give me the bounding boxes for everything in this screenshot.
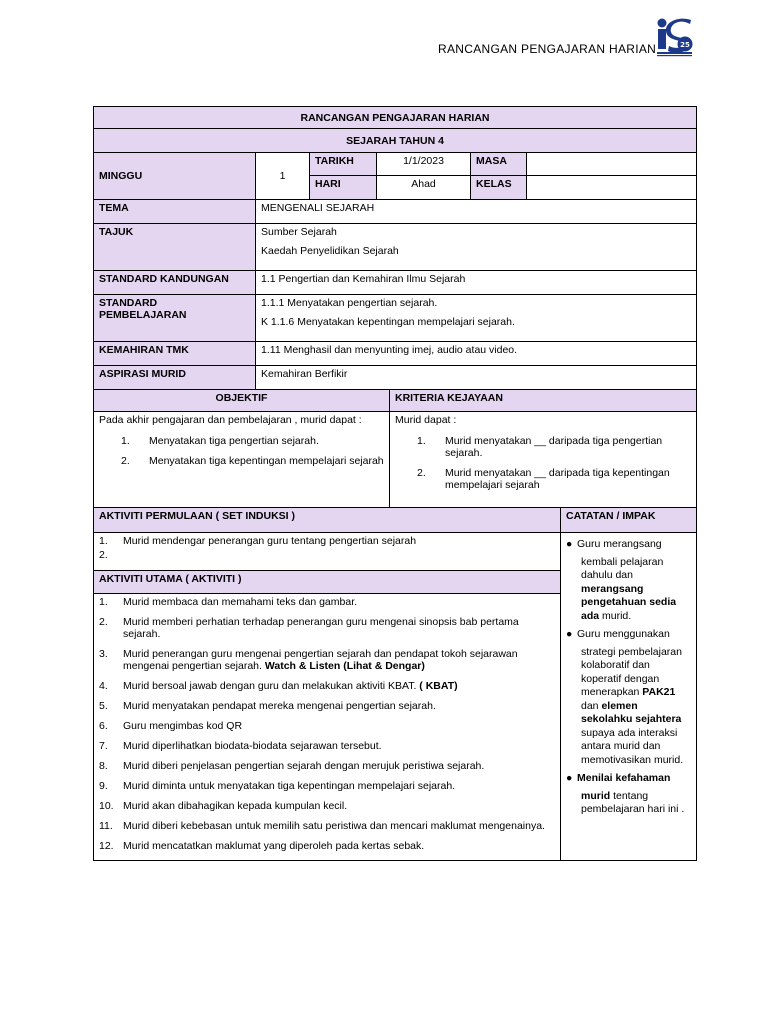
tajuk-label: TAJUK (94, 224, 256, 271)
list-item: 4. Murid bersoal jawab dengan guru dan melakukan aktiviti KBAT. ( KBAT) (99, 680, 458, 692)
aktiviti-permulaan-content (94, 533, 561, 571)
list-item: 7. Murid diperlihatkan biodata-biodata sejarawan tersebut. (99, 740, 382, 752)
tajuk-line: Sumber Sejarah (261, 226, 337, 238)
list-item: 1. Murid mendengar penerangan guru tentang pengertian sejarah (99, 535, 417, 547)
list-item: 1. Murid membaca dan memahami teks dan gambar. (99, 596, 358, 608)
standard-pembelajaran-value (256, 295, 697, 342)
tema-value: MENGENALI SEJARAH (256, 200, 697, 224)
list-item: ● Guru merangsang kembali pelajaran dahulu dan merangsang pengetahuan sedia ada murid. (566, 538, 677, 622)
lesson-plan-table (93, 106, 697, 861)
list-item: 10. Murid akan dibahagikan kepada kumpulan kecil. (99, 800, 348, 812)
tarikh-label: TARIKH (310, 153, 377, 176)
list-item: 2. Murid menyatakan __ daripada tiga kepentingan mempelajari sejarah (417, 467, 670, 491)
standard-pembelajaran-label-line: PEMBELAJARAN (99, 309, 187, 321)
hari-value: Ahad (377, 176, 471, 200)
standard-pembelajaran-line: K 1.1.6 Menyatakan kepentingan mempelajari sejarah. (261, 316, 515, 328)
objektif-content (94, 412, 390, 508)
standard-pembelajaran-label-line: STANDARD (99, 297, 158, 309)
catatan-header: CATATAN / IMPAK (561, 508, 697, 533)
masa-label: MASA (471, 153, 527, 176)
tarikh-value: 1/1/2023 (377, 153, 471, 176)
kelas-label: KELAS (471, 176, 527, 200)
minggu-label: MINGGU (94, 153, 256, 200)
aktiviti-permulaan-header: AKTIVITI PERMULAAN ( SET INDUKSI ) (94, 508, 561, 533)
standard-pembelajaran-label (94, 295, 256, 342)
list-item: ● Guru menggunakan strategi pembelajaran kolaboratif dan koperatif dengan menerapkan PAK21 dan elemen sekolahku sejahtera supaya ada interaksi antara murid dan memotivasikan murid. (566, 628, 684, 766)
list-item: 12. Murid mencatatkan maklumat yang diperoleh pada kertas sebak. (99, 840, 425, 852)
list-item: 1. Murid menyatakan __ daripada tiga pengertian sejarah. (417, 435, 663, 459)
aktiviti-utama-content (94, 594, 561, 861)
aktiviti-utama-header: AKTIVITI UTAMA ( AKTIVITI ) (94, 571, 561, 594)
plan-subtitle: SEJARAH TAHUN 4 (94, 129, 697, 153)
standard-kandungan-value: 1.1 Pengertian dan Kemahiran Ilmu Sejarah (256, 271, 697, 295)
list-item: 9. Murid diminta untuk menyatakan tiga kepentingan mempelajari sejarah. (99, 780, 456, 792)
list-item: 11. Murid diberi kebebasan untuk memilih satu peristiwa dan mencari maklumat mengenainya. (99, 820, 545, 832)
minggu-value: 1 (256, 153, 310, 200)
standard-pembelajaran-line: 1.1.1 Menyatakan pengertian sejarah. (261, 297, 438, 309)
kemahiran-tmk-label: KEMAHIRAN TMK (94, 342, 256, 366)
kriteria-header: KRITERIA KEJAYAAN (390, 390, 697, 412)
tema-label: TEMA (94, 200, 256, 224)
kriteria-intro: Murid dapat : (395, 414, 457, 426)
list-item: ● Menilai kefahaman murid tentang pembelajaran hari ini . (566, 772, 685, 815)
list-item: 2. Murid memberi perhatian terhadap penerangan guru mengenai sinopsis bab pertama sejarah. (99, 616, 519, 640)
list-item: 2. Menyatakan tiga kepentingan mempelajari sejarah (121, 455, 384, 467)
list-item: 5. Murid menyatakan pendapat mereka mengenai pengertian sejarah. (99, 700, 436, 712)
plan-title: RANCANGAN PENGAJARAN HARIAN (94, 107, 697, 129)
kemahiran-tmk-value: 1.11 Menghasil dan menyunting imej, audio atau video. (256, 342, 697, 366)
catatan-content (561, 533, 697, 861)
masa-value (527, 153, 697, 176)
school-logo-icon (654, 16, 694, 58)
list-item: 6. Guru mengimbas kod QR (99, 720, 243, 732)
page-header-title: RANCANGAN PENGAJARAN HARIAN (438, 42, 657, 56)
list-item: 1. Menyatakan tiga pengertian sejarah. (121, 435, 319, 447)
kriteria-content (390, 412, 697, 508)
list-item: 8. Murid diberi penjelasan pengertian sejarah dengan merujuk peristiwa sejarah. (99, 760, 485, 772)
tajuk-line: Kaedah Penyelidikan Sejarah (261, 245, 399, 257)
hari-label: HARI (310, 176, 377, 200)
svg-text:25: 25 (680, 41, 690, 49)
tajuk-value (256, 224, 697, 271)
aspirasi-murid-value: Kemahiran Berfikir (256, 366, 697, 390)
objektif-header: OBJEKTIF (94, 390, 390, 412)
aspirasi-murid-label: ASPIRASI MURID (94, 366, 256, 390)
list-item: 3. Murid penerangan guru mengenai pengertian sejarah dan pendapat tokoh sejarawan mengenai pengertian sejarah. Watch & Listen (Lihat & Dengar) (99, 648, 518, 672)
kelas-value (527, 176, 697, 200)
objektif-intro: Pada akhir pengajaran dan pembelajaran , murid dapat : (99, 414, 362, 426)
standard-kandungan-label: STANDARD KANDUNGAN (94, 271, 256, 295)
list-item: 2. (99, 549, 108, 561)
